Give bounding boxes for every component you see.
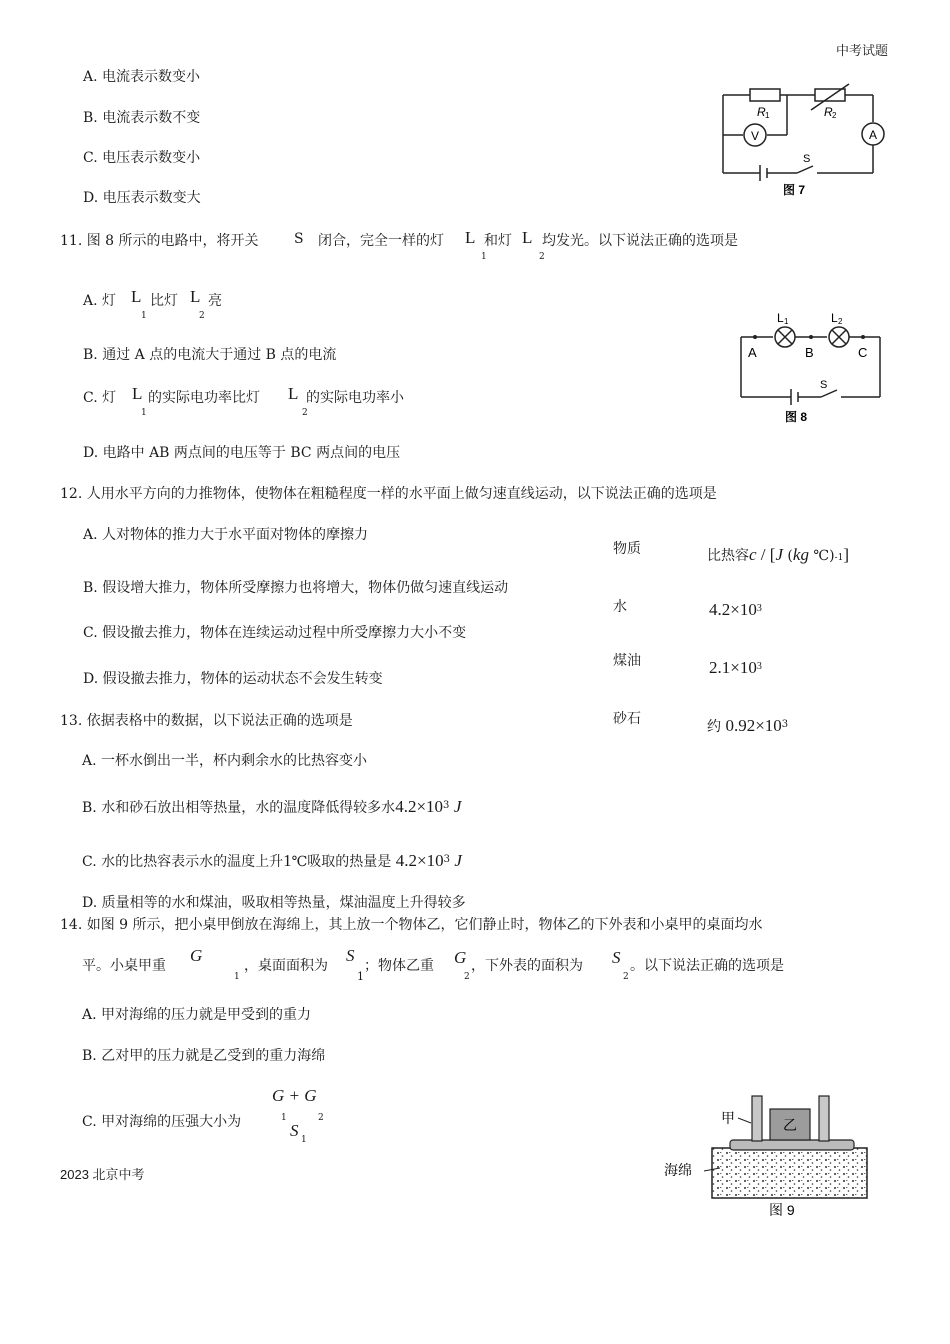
label-yi: 乙 [783, 1117, 797, 1133]
figure-9-sponge [662, 1088, 877, 1220]
q13-option-c: C. 水的比热容表示水的温度上升1℃吸取的热量是 $4.2\times 10^3$ J [82, 851, 462, 870]
l1-label: L [777, 311, 784, 325]
q11-c-l2-sub: 2 [302, 408, 308, 418]
q11-stem-l1-sub: 1 [481, 252, 487, 262]
r1-sub: 1 [765, 111, 770, 120]
page-header: 中考试题 [836, 43, 889, 58]
l2-label: L [831, 311, 838, 325]
table-row-water-value: $4.2\times 10^3$ [709, 600, 762, 619]
table-row-sand-value: 约 $0.92\times 10^3$ [707, 716, 789, 735]
q14-stem-e: 。以下说法正确的选项是 [630, 958, 784, 974]
q14-g1-sub: 1 [234, 972, 240, 982]
q14-stem-a: 平。小桌甲重 [82, 958, 166, 974]
voltmeter-label: V [750, 129, 760, 143]
q11-a-l2: L [190, 287, 201, 306]
q10-option-c: C. 电压表示数变小 [83, 150, 201, 166]
table-leg-right [819, 1096, 829, 1141]
figure-8-circuit [733, 300, 888, 430]
switch-8-label: S [820, 379, 828, 391]
q11-stem-s: S [294, 231, 304, 247]
q12-option-a: A. 人对物体的推力大于水平面对物体的摩擦力 [83, 527, 369, 543]
table-row-kerosene-name: 煤油 [613, 653, 641, 669]
q13-option-b: B. 水和砂石放出相等热量，水的温度降低得较多水$4.2\times 10^3$ J [82, 797, 462, 816]
q10-option-b: B. 电流表示数不变 [83, 110, 201, 126]
q13-option-d: D. 质量相等的水和煤油，吸取相等热量，煤油温度上升得较多 [82, 895, 466, 911]
q14-frac-den-sub: 1 [301, 1135, 307, 1145]
q11-a-l1: L [131, 287, 142, 306]
r1-label: R [757, 105, 766, 119]
q14-stem-line1: 14. 如图 9 所示，把小桌甲倒放在海绵上，其上放一个物体乙，它们静止时，物体乙的下外表和小桌甲的桌面均水 [60, 917, 763, 933]
q14-stem-c: ；物体乙重 [364, 958, 434, 974]
q11-a-l1-sub: 1 [141, 311, 147, 321]
q14-s2: S [612, 948, 621, 967]
q11-c-l1-sub: 1 [141, 408, 147, 418]
q11-stem-d: 均发光。以下说法正确的选项是 [542, 233, 738, 249]
table-row-kerosene-value: $2.1\times 10^3$ [709, 658, 762, 677]
q11-option-d: D. 电路中 AB 两点间的电压等于 BC 两点间的电压 [83, 445, 401, 461]
q12-option-b: B. 假设增大推力，物体所受摩擦力也将增大，物体仍做匀速直线运动 [83, 580, 509, 596]
q11-stem-l2-sub: 2 [539, 252, 545, 262]
q11-a-l2-sub: 2 [199, 311, 205, 321]
figure-7-circuit [715, 80, 895, 205]
q12-option-c: C. 假设撤去推力，物体在连续运动过程中所受摩擦力大小不变 [83, 625, 467, 641]
q14-g2: G [454, 948, 467, 967]
r2-label: R [824, 105, 833, 119]
q14-frac-sub2: 2 [318, 1113, 324, 1123]
q11-c-l2: L [288, 384, 299, 403]
q14-frac-numerator: G + G [272, 1086, 317, 1105]
figure-8-caption: 图 8 [785, 410, 808, 424]
table-header-substance: 物质 [613, 541, 641, 557]
label-jia: 甲 [721, 1110, 735, 1126]
l2-sub: 2 [838, 317, 843, 326]
q14-g1: G [190, 946, 203, 965]
q11-stem-l1: L [465, 228, 476, 247]
l1-sub: 1 [784, 317, 789, 326]
page-footer: 2023 北京中考 [60, 1167, 145, 1182]
q11-c-end: 的实际电功率小 [306, 390, 404, 406]
q13-stem: 13. 依据表格中的数据，以下说法正确的选项是 [60, 713, 353, 729]
q14-s1: S [346, 946, 355, 965]
q11-option-b: B. 通过 A 点的电流大于通过 B 点的电流 [83, 347, 337, 363]
q14-s2-sub: 2 [623, 972, 629, 982]
r2-sub: 2 [832, 111, 837, 120]
label-sponge: 海绵 [664, 1162, 692, 1178]
q14-frac-denominator: S [290, 1121, 299, 1140]
sponge-body [712, 1148, 867, 1198]
q14-s1-sub: 1 [357, 970, 364, 983]
point-a-label: A [748, 345, 757, 360]
q10-option-d: D. 电压表示数变大 [83, 190, 201, 206]
q14-option-b: B. 乙对甲的压力就是乙受到的重力海绵 [82, 1048, 326, 1064]
q11-c-l1: L [132, 384, 143, 403]
figure-7-caption: 图 7 [783, 183, 806, 197]
table-top [730, 1140, 854, 1150]
point-b-label: B [805, 345, 814, 360]
ammeter-label: A [868, 128, 878, 142]
q11-a-end: 亮 [208, 293, 222, 309]
q11-stem-b: 闭合，完全一样的灯 [318, 233, 444, 249]
q14-stem-d: ，下外表的面积为 [471, 958, 583, 974]
figure-9-caption: 图 9 [769, 1202, 795, 1218]
q14-option-a: A. 甲对海绵的压力就是甲受到的重力 [82, 1007, 312, 1023]
table-header-capacity: 比热容c / [J (kg ℃)-1] [707, 545, 849, 564]
q11-stem-c: 和灯 [484, 233, 512, 249]
q11-stem-a: 11. 图 8 所示的电路中，将开关 [60, 233, 259, 249]
q14-option-c: C. 甲对海绵的压强大小为 [82, 1114, 242, 1130]
table-row-sand-name: 砂石 [613, 711, 641, 727]
point-c-label: C [858, 345, 868, 360]
q10-option-a: A. 电流表示数变小 [83, 69, 201, 85]
table-leg-left [752, 1096, 762, 1141]
table-row-water-name: 水 [613, 599, 627, 615]
q12-stem: 12. 人用水平方向的力推物体，使物体在粗糙程度一样的水平面上做匀速直线运动，以下说法正确的选项是 [60, 486, 717, 502]
q14-frac-sub1: 1 [281, 1113, 287, 1123]
switch-label: S [803, 153, 811, 165]
q11-option-a: A. 灯 [83, 293, 117, 309]
q11-a-mid: 比灯 [150, 293, 178, 309]
q14-stem-b: ，桌面面积为 [244, 958, 328, 974]
q11-c-mid: 的实际电功率比灯 [148, 390, 260, 406]
q12-option-d: D. 假设撤去推力，物体的运动状态不会发生转变 [83, 671, 383, 687]
q11-stem-l2: L [522, 228, 533, 247]
q14-g2-sub: 2 [464, 972, 470, 982]
q11-option-c: C. 灯 [83, 390, 117, 406]
q13-option-a: A. 一杯水倒出一半，杯内剩余水的比热容变小 [82, 753, 368, 769]
